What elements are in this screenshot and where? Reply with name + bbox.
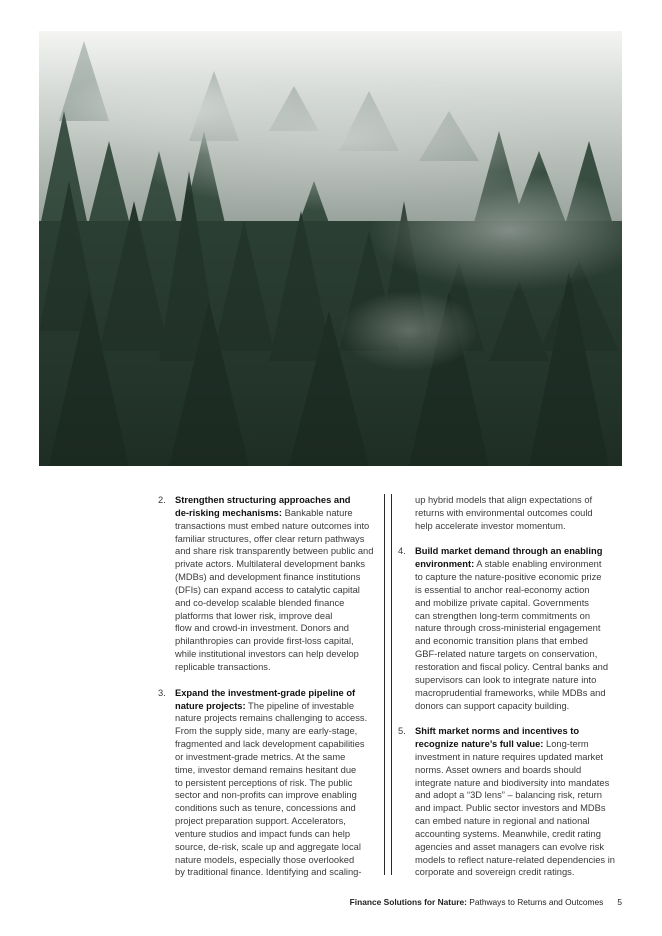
body-text: project preparation support. Accelerators, — [175, 816, 346, 827]
text-line — [415, 841, 624, 854]
body-text: replicable transactions. — [175, 661, 271, 672]
body-text: and adopt a “3D lens” – balancing risk, return — [415, 790, 602, 801]
body-text: philanthropies can provide first-loss capital, — [175, 636, 354, 647]
body-text: while institutional investors can help develop — [175, 649, 359, 660]
text-line — [175, 764, 384, 777]
text-line — [175, 828, 384, 841]
body-text: and economic transition plans that embed — [415, 636, 588, 647]
body-text: platforms that lower risk, improve deal — [175, 610, 333, 621]
body-text: Bankable nature — [281, 507, 353, 518]
text-line — [175, 751, 384, 764]
text-line — [175, 700, 384, 713]
text-line — [175, 661, 384, 674]
text-line — [415, 661, 624, 674]
text-line — [175, 571, 384, 584]
item-text — [415, 494, 624, 533]
body-text: and impact. Public sector investors and MDBs — [415, 803, 606, 814]
body-text: models to reflect nature-related dependencies in — [415, 854, 615, 865]
lead-text: nature projects: — [175, 700, 246, 711]
text-line — [415, 558, 624, 571]
text-line — [175, 738, 384, 751]
lead-text: Shift market norms and incentives to — [415, 726, 580, 737]
body-text: investment in nature requires updated market — [415, 751, 604, 762]
item-text — [175, 494, 384, 674]
text-line — [175, 712, 384, 725]
item-number: 5. — [398, 726, 406, 737]
list-item-3 — [152, 687, 384, 880]
body-text: Long-term — [543, 739, 589, 750]
lead-text: recognize nature’s full value: — [415, 739, 544, 750]
text-line — [415, 545, 624, 558]
body-text: accounting systems. Meanwhile, credit rating — [415, 828, 601, 839]
list-item-3-continued — [392, 494, 624, 533]
body-text: fragmented and lack development capabilities — [175, 739, 365, 750]
body-text: time, investor demand remains hesitant due — [175, 764, 357, 775]
text-line — [415, 494, 624, 507]
body-text: private actors. Multilateral development banks — [175, 559, 366, 570]
text-line — [175, 533, 384, 546]
right-column — [391, 494, 624, 878]
body-text: GBF-related nature targets on conservation, — [415, 649, 598, 660]
body-text: help accelerate investor momentum. — [415, 520, 566, 531]
body-text: macroprudential frameworks, while MDBs and — [415, 687, 606, 698]
text-line — [415, 828, 624, 841]
item-text — [175, 687, 384, 880]
body-text: donors can support capacity building. — [415, 700, 570, 711]
body-text: nature through cross-ministerial engagement — [415, 623, 601, 634]
text-line — [175, 648, 384, 661]
body-text: by traditional finance. Identifying and scaling- — [175, 867, 362, 878]
text-line — [415, 648, 624, 661]
page-footer — [350, 897, 622, 907]
body-text: venture studios and impact funds can help — [175, 828, 351, 839]
text-line — [415, 866, 624, 879]
body-text: conditions such as tenure, concessions and — [175, 803, 356, 814]
body-text: norms. Asset owners and boards should — [415, 764, 582, 775]
text-line — [175, 597, 384, 610]
body-text: familiar structures, offer clear return pathways — [175, 533, 365, 544]
body-text: nature projects remains challenging to access. — [175, 713, 368, 724]
text-line — [175, 507, 384, 520]
body-text: to capture the nature-positive economic prize — [415, 572, 602, 583]
left-column — [152, 494, 385, 878]
text-line — [175, 622, 384, 635]
body-text: or investment-grade metrics. At the same — [175, 751, 346, 762]
footer-title-bold: Finance Solutions for Nature: — [349, 897, 467, 907]
text-line — [415, 764, 624, 777]
list-item-4 — [392, 545, 624, 712]
text-line — [175, 494, 384, 507]
body-text: can strengthen long-term commitments on — [415, 610, 591, 621]
body-text: restoration and fiscal policy. Central banks and — [415, 661, 609, 672]
body-text: and co-develop scalable blended finance — [175, 597, 345, 608]
body-text: From the supply side, many are early-stage, — [175, 726, 358, 737]
item-number: 3. — [158, 687, 166, 698]
list-item-2 — [152, 494, 384, 674]
lead-text: de-risking mechanisms: — [175, 507, 282, 518]
body-text: supervisors can look to integrate nature into — [415, 674, 597, 685]
body-text: (MDBs) and development finance institutions — [175, 572, 361, 583]
text-line — [415, 520, 624, 533]
text-line — [175, 520, 384, 533]
text-line — [415, 635, 624, 648]
text-line — [175, 777, 384, 790]
body-text: and mobilize private capital. Governments — [415, 597, 589, 608]
text-line — [415, 738, 624, 751]
text-line — [175, 545, 384, 558]
body-text: The pipeline of investable — [245, 700, 355, 711]
body-text: is essential to anchor real-economy action — [415, 584, 590, 595]
body-text: integrate nature and biodiversity into mandates — [415, 777, 610, 788]
text-line — [415, 815, 624, 828]
text-line — [175, 866, 384, 879]
body-text: corporate and sovereign credit ratings. — [415, 867, 575, 878]
text-line — [415, 777, 624, 790]
text-line — [175, 815, 384, 828]
text-line — [175, 854, 384, 867]
text-line — [415, 571, 624, 584]
list-item-5 — [392, 725, 624, 879]
lead-text: environment: — [415, 559, 475, 570]
text-line — [175, 584, 384, 597]
text-line — [415, 507, 624, 520]
body-text: A stable enabling environment — [474, 559, 602, 570]
text-line — [175, 802, 384, 815]
text-line — [175, 687, 384, 700]
item-text — [415, 725, 624, 879]
text-line — [175, 635, 384, 648]
text-line — [175, 725, 384, 738]
text-line — [415, 854, 624, 867]
footer-title-rest: Pathways to Returns and Outcomes — [466, 897, 604, 907]
text-line — [415, 687, 624, 700]
item-number: 4. — [398, 546, 406, 557]
hero-forest-image — [39, 31, 622, 466]
text-line — [415, 725, 624, 738]
text-line — [175, 841, 384, 854]
lead-text: Build market demand through an enabling — [415, 546, 603, 557]
text-line — [175, 558, 384, 571]
body-text: sector and non-profits can improve enabling — [175, 790, 357, 801]
body-text: up hybrid models that align expectations of — [415, 495, 593, 505]
lead-text: Expand the investment-grade pipeline of — [175, 687, 356, 698]
page-number: 5 — [617, 897, 622, 907]
body-text: transactions must embed nature outcomes into — [175, 520, 370, 531]
text-line — [415, 597, 624, 610]
text-line — [415, 584, 624, 597]
text-line — [415, 700, 624, 713]
item-number: 2. — [158, 495, 166, 505]
lead-text: Strengthen structuring approaches and — [175, 495, 351, 505]
body-text: source, de-risk, scale up and aggregate local — [175, 841, 361, 852]
body-text: agencies and asset managers can evolve risk — [415, 841, 605, 852]
body-text: can embed nature in regional and national — [415, 816, 590, 827]
body-text: (DFIs) can expand access to catalytic capital — [175, 584, 360, 595]
text-line — [175, 789, 384, 802]
text-line — [175, 610, 384, 623]
text-line — [415, 674, 624, 687]
text-line — [415, 751, 624, 764]
body-text: returns with environmental outcomes could — [415, 507, 593, 518]
text-line — [415, 789, 624, 802]
text-line — [415, 802, 624, 815]
body-text: to persistent perceptions of risk. The public — [175, 777, 353, 788]
text-line — [415, 622, 624, 635]
body-text: flow and crowd-in investment. Donors and — [175, 623, 349, 634]
body-text: nature models, especially those overlooked — [175, 854, 355, 865]
body-text: and share risk transparently between public and — [175, 546, 374, 557]
item-text — [415, 545, 624, 712]
text-line — [415, 610, 624, 623]
